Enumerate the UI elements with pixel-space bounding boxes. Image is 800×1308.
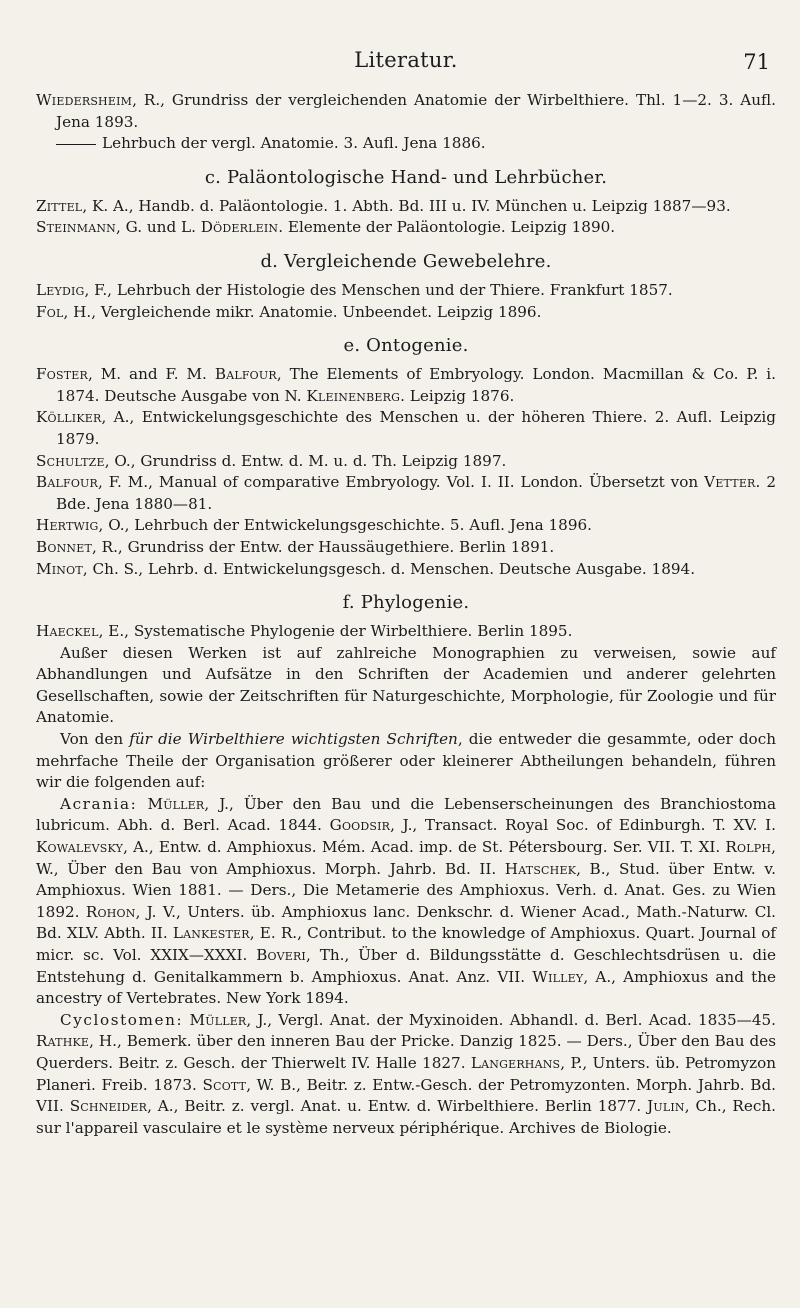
bib-entry — [36, 302, 776, 324]
ref-text: , J., Vergl. Anat. der Myxinoiden. Abhandl. d. Berl. Acad. 1835—45. — [246, 1010, 776, 1029]
bib-entry — [36, 280, 776, 302]
ref-text: , J. V., Unters. üb. Amphioxus lanc. Denkschr. d. Wiener Acad., Math.-Naturw. Cl. Bd. XLV. Abth. II. — [36, 902, 777, 943]
ref-text: , J., Transact. Royal Soc. of Edinburgh. T. XV. I. — [390, 816, 776, 835]
entry-author: Foster — [36, 365, 88, 384]
ref-author: Rathke — [36, 1032, 90, 1051]
bib-entry — [36, 621, 776, 643]
page-header — [36, 48, 776, 90]
section-e-list — [36, 364, 776, 580]
bib-entry — [36, 472, 776, 515]
ref-author: Rolph — [725, 838, 772, 857]
entry-text: , F., Lehrbuch der Histologie des Menschen und der Thiere. Frankfurt 1857. — [84, 280, 673, 299]
ref-text: , B., Stud. über Entw. v. Amphioxus. Wien 1881. — Ders., Die Metamerie des Amphioxus. Verh. d. Anat. Ges. zu Wien 1892. — [36, 859, 776, 921]
cyclostomen-paragraph — [36, 1010, 776, 1140]
bib-entry — [36, 407, 776, 450]
entry-author: Zittel — [36, 196, 83, 215]
ref-author: Boveri — [256, 946, 306, 964]
ref-text: , A., Amphioxus and the ancestry of Vertebrates. New York 1894. — [36, 967, 776, 1008]
bib-entry — [36, 90, 776, 133]
ref-text: , P., Unters. üb. Petromyzon Planeri. Freib. 1873. — [36, 1053, 776, 1094]
entry-text: , M. and F. M. — [87, 365, 215, 384]
ref-text: , E. R., Contribut. to the knowledge of Amphioxus. Quart. Journal of micr. sc. Vol. XXIX—XXXI. — [36, 924, 776, 964]
page-number: 71 — [743, 50, 770, 74]
ref-author: Rohon — [85, 902, 136, 921]
entry-text: , R., Grundriss der Entw. der Haussäugethiere. Berlin 1891. — [92, 537, 555, 556]
ref-author: Langerhans — [470, 1053, 561, 1072]
bib-entry — [36, 133, 776, 155]
section-b-list — [36, 90, 776, 155]
ref-author: Goodsir — [329, 816, 391, 835]
section-title-d: d. Vergleichende Gewebelehre. — [260, 250, 552, 272]
ref-author: Kowalevsky — [36, 838, 124, 857]
entry-text: . Leipzig 1876. — [400, 386, 515, 405]
bib-entry — [36, 451, 776, 473]
entry-author: Vetter — [704, 473, 756, 492]
entry-author: Wiedersheim — [36, 91, 133, 109]
ref-text: , A., Beitr. z. vergl. Anat. u. Entw. d. Wirbelthiere. Berlin 1877. — [147, 1097, 648, 1116]
entry-text: Lehrbuch der vergl. Anatomie. 3. Aufl. Jena 1886. — [102, 134, 486, 153]
book-page — [36, 48, 776, 1139]
section-d-list — [36, 280, 776, 323]
section-title-f: f. Phylogenie. — [342, 592, 470, 614]
entry-text: , G. und L. — [116, 218, 201, 237]
entry-author: Leydig — [36, 280, 85, 299]
section-f-list — [36, 621, 776, 643]
body-paragraph: Außer diesen Werken ist auf zahlreiche Monographien zu verweisen, sowie auf Abhandlungen und Aufsätze in den Schriften der Academien und anderer gelehrten Gesellschaften, sowie der Zeitschriften für Naturgeschichte, Morphologie, für Zoologie und für Anatomie. — [36, 643, 776, 727]
ref-text: , W., Über den Bau von Amphioxus. Morph. Jahrb. Bd. II. — [36, 838, 776, 878]
bib-entry — [36, 515, 776, 537]
entry-text: . 2 Bde. Jena 1880—81. — [56, 473, 776, 513]
entry-text: , Ch. S., Lehrb. d. Entwickelungsgesch. d. Menschen. Deutsche Ausgabe. 1894. — [82, 559, 696, 578]
ref-text: , Ch., Rech. sur l'appareil vasculaire et le système nerveux périphérique. Archives de Biologie. — [36, 1097, 776, 1137]
bib-entry — [36, 364, 776, 407]
body-paragraph — [36, 729, 776, 794]
entry-text: , A., Entwickelungsgeschichte des Menschen u. der höheren Thiere. 2. Aufl. Leipzig 1879. — [56, 408, 776, 448]
entry-text: . Elemente der Paläontologie. Leipzig 1890. — [278, 218, 616, 237]
ref-text: , J., Über den Bau und die Lebenserscheinungen des Branchiostoma lubricum. Abh. d. Berl. Acad. 1844. — [36, 794, 776, 835]
entry-text: , F. M., Manual of comparative Embryology. Vol. I. II. London. Übersetzt von — [98, 473, 705, 492]
acrania-paragraph — [36, 794, 776, 1010]
bib-entry — [36, 217, 776, 239]
ref-author: Hatschek — [504, 859, 577, 878]
ref-text: , W. B., Beitr. z. Entw.-Gesch. der Petromyzonten. Morph. Jahrb. Bd. VII. — [36, 1075, 777, 1116]
entry-text: , H., Vergleichende mikr. Anatomie. Unbeendet. Leipzig 1896. — [63, 302, 542, 321]
ref-text: , A., Entw. d. Amphioxus. Mém. Acad. imp. de St. Pétersbourg. Ser. VII. T. XI. — [123, 838, 726, 857]
entry-author: Steinmann — [36, 218, 116, 237]
ref-text: , H., Bemerk. über den inneren Bau der Pricke. Danzig 1825. — Ders., Über den Bau des Querders. Beitr. z. Gesch. der Thierwelt IV. Halle 1827. — [36, 1032, 776, 1072]
entry-author: Bonnet — [36, 537, 92, 556]
bib-entry — [36, 559, 776, 581]
ref-author: Müller — [147, 794, 205, 813]
ref-author: Lankester — [172, 924, 250, 943]
entry-text: , E., Systematische Phylogenie der Wirbelthiere. Berlin 1895. — [98, 622, 573, 641]
entry-author: Schultze — [36, 451, 105, 470]
ref-author: Scott — [202, 1075, 247, 1094]
cyclostomen-refs — [36, 1011, 776, 1137]
bib-entry — [36, 196, 776, 218]
para-text: Von den — [60, 730, 130, 749]
running-title: Literatur. — [354, 48, 458, 72]
entry-author: Balfour — [214, 365, 277, 384]
entry-text: , R., Grundriss der vergleichenden Anatomie der Wirbelthiere. Thl. 1—2. 3. Aufl. Jena 1893. — [56, 91, 776, 131]
para-text: , die entweder die gesammte, oder doch mehrfache Theile der Organisation größerer oder kleinerer Abtheilungen behandeln, führen wir die folgenden auf: — [36, 730, 776, 792]
entry-author: Minot — [36, 559, 83, 578]
ref-author: Müller — [189, 1010, 247, 1029]
group-label: Cyclostomen: — [60, 1010, 184, 1029]
ref-author: Julin — [647, 1097, 685, 1116]
para-emphasis: für die Wirbelthiere wichtigsten Schriften — [129, 730, 458, 749]
entry-author: Balfour — [36, 473, 99, 492]
entry-text: , O., Lehrbuch der Entwickelungsgeschichte. 5. Aufl. Jena 1896. — [98, 516, 592, 535]
entry-author: Fol — [36, 302, 64, 321]
acrania-refs — [36, 795, 776, 1007]
entry-author: Kölliker — [36, 408, 102, 427]
entry-author: Haeckel — [36, 622, 99, 641]
section-title-c: c. Paläontologische Hand- und Lehrbücher. — [204, 166, 608, 188]
section-c-list — [36, 196, 776, 239]
entry-author: Döderlein — [200, 218, 279, 237]
ref-author: Willey — [532, 967, 584, 986]
entry-author: Kleinenberg — [306, 386, 401, 405]
entry-text: , K. A., Handb. d. Paläontologie. 1. Abth. Bd. III u. IV. München u. Leipzig 1887—93. — [82, 196, 731, 215]
ditto-dash — [56, 144, 96, 145]
ref-text: , Th., Über d. Bildungsstätte d. Geschlechtsdrüsen u. die Entstehung d. Genitalkammern b. Amphioxus. Anat. Anz. VII. — [36, 946, 776, 986]
bib-entry — [36, 537, 776, 559]
entry-text: , O., Grundriss d. Entw. d. M. u. d. Th. Leipzig 1897. — [104, 451, 507, 470]
entry-author: Hertwig — [36, 516, 99, 535]
group-label: Acrania: — [60, 794, 138, 813]
ref-author: Schneider — [69, 1097, 148, 1116]
entry-text: , The Elements of Embryology. London. Macmillan & Co. P. i. 1874. Deutsche Ausgabe von N. — [56, 365, 776, 405]
section-title-e: e. Ontogenie. — [343, 335, 469, 357]
